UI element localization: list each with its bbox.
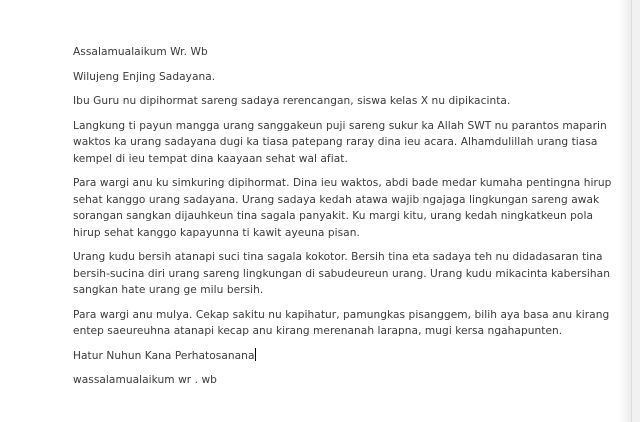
text-line [73,348,613,365]
text-line: Assalamualaikum Wr. Wb [73,46,208,58]
text-line: sehat kanggo urang sadayana. Urang sadaya kedah atawa wajib ngajaga lingkungan sareng awak [73,193,600,206]
morning-greeting-paragraph [73,69,613,86]
opening-paragraph [73,118,613,168]
text-line: bersih-sucina diri urang sareng lingkungan di sabudeureun urang. Urang kudu mikacinta kabersihan [73,267,610,280]
closing-paragraph [73,307,613,340]
text-line: Ibu Guru nu dipihormat sareng sadaya rerencangan, siswa kelas X nu dipikacinta. [73,95,511,107]
thanks-text: Hatur Nuhun Kana Perhatosanana [73,349,255,362]
text-line: wassalamualaikum wr . wb [73,374,217,386]
text-line: Para wargi anu ku simkuring dipihormat. Dina ieu waktos, abdi bade medar kumaha pentingna hirup [73,177,612,189]
cleanliness-paragraph [73,249,613,299]
text-line: Langkung ti payun mangga urang sanggakeun puji sareng sukur ka Allah SWT nu parantos maparin [73,119,607,132]
text-line: sangkan hate urang ge milu bersih. [73,284,264,296]
text-line: hirup sehat kanggo kapayunna ti kawit ayeuna pisan. [73,226,360,239]
text-line: sorangan sangkan dijauhkeun tina sagala panyakit. Ku margi kitu, urang kedah ningkatkeun pola [73,210,593,222]
text-line: Wilujeng Enjing Sadayana. [73,70,216,83]
text-line: entep saeureuhna atanapi kecap anu kirang merenanah larapna, mugi kersa ngahapunten. [73,325,563,337]
audience-address-paragraph [73,93,613,110]
text-cursor [255,348,256,361]
farewell-paragraph [73,372,613,389]
text-line: kempel di ieu tempat dina kaayaan sehat wal afiat. [73,152,348,165]
page-right-edge [631,0,640,422]
thanks-paragraph [73,348,613,365]
page-edge-shadow [619,0,631,422]
healthy-living-paragraph [73,175,613,241]
document-body[interactable] [73,44,613,397]
text-line: waktos ka urang sadayana dugi ka tiasa patepang raray dina ieu acara. Alhamdulillah urang tiasa [73,136,598,148]
text-line: Urang kudu bersih atanapi suci tina sagala kokotor. Bersih tina eta sadaya teh nu didadasaran tina [73,251,603,263]
text-line: Para wargi anu mulya. Cekap sakitu nu kapihatur, pamungkas pisanggem, bilih aya basa anu kirang [73,308,610,321]
greeting-paragraph [73,44,613,61]
